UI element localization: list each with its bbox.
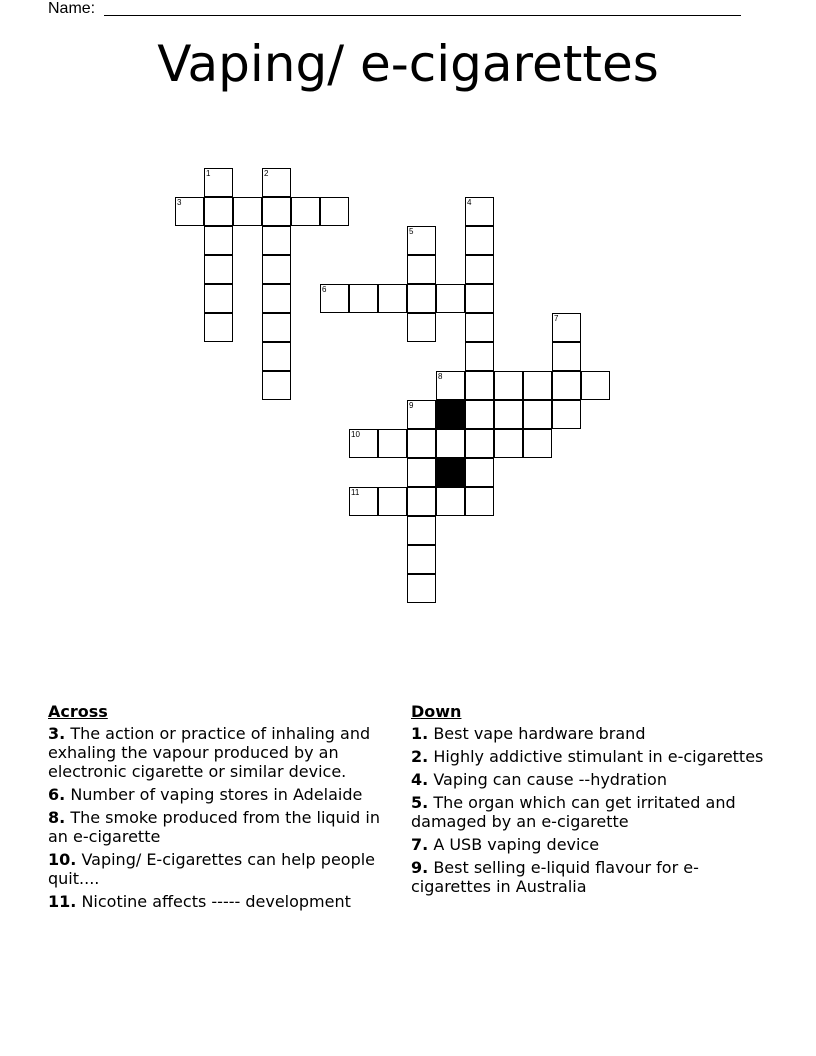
grid-cell[interactable] (291, 197, 320, 226)
down-clue (411, 770, 771, 789)
grid-cell[interactable] (262, 313, 291, 342)
clue-number: 11 (351, 488, 360, 497)
grid-cell[interactable] (407, 226, 436, 255)
clue-text: The smoke produced from the liquid in an e-cigarette (48, 808, 380, 846)
grid-cell[interactable] (262, 168, 291, 197)
grid-cell[interactable] (552, 342, 581, 371)
grid-cell[interactable] (233, 197, 262, 226)
clue-number: 1. (411, 724, 429, 743)
clue-number: 5 (409, 227, 414, 236)
grid-cell[interactable] (494, 400, 523, 429)
grid-cell[interactable] (204, 168, 233, 197)
grid-cell[interactable] (349, 429, 378, 458)
clue-text: The organ which can get irritated and damaged by an e-cigarette (411, 793, 736, 831)
clue-text: Vaping can cause --hydration (433, 770, 667, 789)
grid-cell[interactable] (465, 197, 494, 226)
grid-cell[interactable] (494, 429, 523, 458)
grid-cell[interactable] (581, 371, 610, 400)
grid-cell[interactable] (523, 400, 552, 429)
clue-number: 10 (351, 430, 360, 439)
clue-text: Nicotine affects ----- development (81, 892, 351, 911)
clue-number: 11. (48, 892, 77, 911)
grid-cell[interactable] (262, 371, 291, 400)
grid-cell[interactable] (407, 487, 436, 516)
grid-cell[interactable] (465, 226, 494, 255)
clue-text: Vaping/ E-cigarettes can help people quit.... (48, 850, 376, 888)
grid-cell-black (436, 400, 465, 429)
grid-cell[interactable] (465, 400, 494, 429)
page-title: Vaping/ e-cigarettes (157, 35, 659, 93)
down-heading: Down (411, 702, 462, 721)
grid-cell[interactable] (204, 284, 233, 313)
grid-cell[interactable] (320, 197, 349, 226)
across-clue (48, 724, 398, 781)
grid-cell[interactable] (407, 574, 436, 603)
grid-cell[interactable] (349, 284, 378, 313)
clue-number: 2. (411, 747, 429, 766)
clue-text: A USB vaping device (433, 835, 600, 854)
grid-cell[interactable] (436, 371, 465, 400)
grid-cell[interactable] (204, 226, 233, 255)
clue-number: 8 (438, 372, 443, 381)
grid-cell[interactable] (465, 284, 494, 313)
grid-cell[interactable] (204, 197, 233, 226)
grid-cell[interactable] (552, 313, 581, 342)
down-clues (411, 700, 771, 900)
grid-cell[interactable] (378, 284, 407, 313)
down-clue (411, 747, 771, 766)
grid-cell[interactable] (465, 342, 494, 371)
across-heading: Across (48, 702, 108, 721)
clue-number: 4 (467, 198, 472, 207)
clue-text: Best selling e-liquid flavour for e-cigarettes in Australia (411, 858, 699, 896)
clue-text: The action or practice of inhaling and exhaling the vapour produced by an electronic cigarette or similar device. (48, 724, 371, 781)
clue-number: 9 (409, 401, 414, 410)
clue-number: 5. (411, 793, 429, 812)
grid-cell[interactable] (407, 429, 436, 458)
grid-cell[interactable] (262, 226, 291, 255)
across-clue (48, 785, 398, 804)
clue-number: 7 (554, 314, 559, 323)
name-label: Name: (48, 0, 96, 17)
grid-cell[interactable] (262, 342, 291, 371)
grid-cell[interactable] (204, 313, 233, 342)
clue-number: 6 (322, 285, 327, 294)
grid-cell[interactable] (436, 487, 465, 516)
grid-cell[interactable] (465, 313, 494, 342)
grid-cell[interactable] (407, 255, 436, 284)
grid-cell[interactable] (407, 516, 436, 545)
across-clue (48, 850, 398, 888)
across-clue-list (48, 724, 398, 911)
grid-cell[interactable] (262, 284, 291, 313)
down-clue (411, 793, 771, 831)
across-clue (48, 808, 398, 846)
grid-cell-black (436, 458, 465, 487)
clue-text: Highly addictive stimulant in e-cigarettes (433, 747, 764, 766)
grid-cell[interactable] (523, 429, 552, 458)
across-clue (48, 892, 398, 911)
down-clue (411, 858, 771, 896)
grid-cell[interactable] (407, 284, 436, 313)
grid-cell[interactable] (407, 313, 436, 342)
grid-cell[interactable] (204, 255, 233, 284)
down-clue (411, 724, 771, 743)
grid-cell[interactable] (465, 255, 494, 284)
grid-cell[interactable] (262, 197, 291, 226)
grid-cell[interactable] (378, 429, 407, 458)
clue-number: 9. (411, 858, 429, 877)
grid-cell[interactable] (320, 284, 349, 313)
grid-cell[interactable] (436, 284, 465, 313)
grid-cell[interactable] (465, 371, 494, 400)
grid-cell[interactable] (407, 545, 436, 574)
clue-number: 2 (264, 169, 269, 178)
clue-number: 6. (48, 785, 66, 804)
down-clue (411, 835, 771, 854)
grid-cell[interactable] (407, 400, 436, 429)
clue-number: 7. (411, 835, 429, 854)
grid-cell[interactable] (407, 458, 436, 487)
grid-cell[interactable] (465, 487, 494, 516)
clue-number: 1 (206, 169, 211, 178)
grid-cell[interactable] (378, 487, 407, 516)
clue-number: 4. (411, 770, 429, 789)
clue-text: Number of vaping stores in Adelaide (70, 785, 363, 804)
grid-cell[interactable] (552, 400, 581, 429)
grid-cell[interactable] (465, 458, 494, 487)
across-clues (48, 700, 398, 915)
grid-cell[interactable] (552, 371, 581, 400)
grid-cell[interactable] (494, 371, 523, 400)
clue-number: 3 (177, 198, 182, 207)
grid-cell[interactable] (349, 487, 378, 516)
grid-cell[interactable] (465, 429, 494, 458)
clue-number: 3. (48, 724, 66, 743)
clue-text: Best vape hardware brand (433, 724, 646, 743)
grid-cell[interactable] (436, 429, 465, 458)
grid-cell[interactable] (523, 371, 552, 400)
clue-number: 10. (48, 850, 77, 869)
clue-number: 8. (48, 808, 66, 827)
grid-cell[interactable] (262, 255, 291, 284)
down-clue-list (411, 724, 771, 896)
grid-cell[interactable] (175, 197, 204, 226)
